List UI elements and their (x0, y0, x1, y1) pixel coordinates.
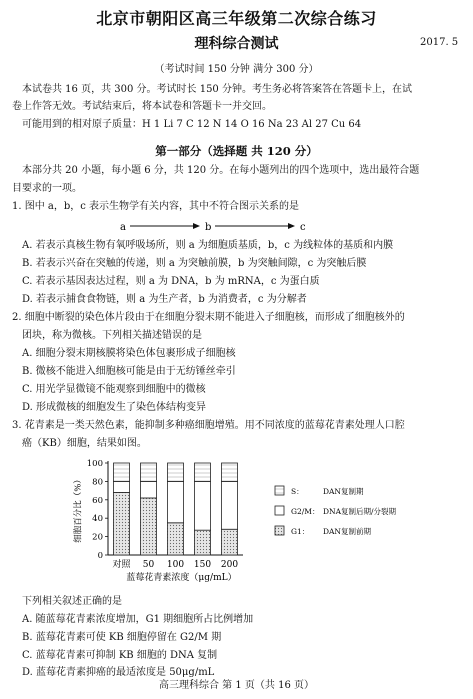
y-axis-label: 细胞百分比（%） (73, 475, 84, 543)
y-tick-label: 80 (92, 477, 103, 488)
y-tick-label: 100 (86, 459, 103, 469)
bar-segment-s (168, 463, 184, 481)
legend-series-name: S： (291, 487, 304, 496)
y-tick-label: 40 (92, 514, 103, 525)
paper-subtitle: 理科综合测试 (194, 36, 279, 52)
intro-line-2: 卷上作答无效。考试结束后，将本试卷和答题卡一并交回。 (12, 101, 272, 112)
x-tick-label: 50 (142, 560, 155, 570)
x-tick-label: 100 (166, 560, 185, 570)
q3-option-d: D. 蓝莓花青素抑癌的最适浓度是 50μg/mL (22, 667, 215, 678)
q1-diagram-c: c (300, 222, 306, 233)
q2-option-c: C. 用光学显微镜不能观察到细胞中的微核 (22, 384, 206, 395)
q2-option-b: B. 微核不能进入细胞核可能是由于无纺锤丝牵引 (22, 366, 236, 377)
bar-segment-g2m (222, 481, 238, 529)
q1-diagram-b: b (205, 222, 212, 233)
q3-question: 下列相关叙述正确的是 (22, 596, 122, 607)
q3-option-c: C. 蓝莓花青素可抑制 KB 细胞的 DNA 复制 (22, 650, 218, 661)
y-tick-label: 0 (97, 551, 103, 561)
q1-arrow-1-head (193, 223, 200, 229)
legend-swatch (275, 526, 284, 535)
q1-option-a: A. 若表示真核生物有氧呼吸场所，则 a 为细胞质基质，b，c 为线粒体的基质和内膜 (22, 240, 394, 251)
x-tick-label: 对照 (112, 560, 131, 570)
x-tick-label: 150 (193, 560, 212, 570)
q1-diagram-a: a (120, 222, 126, 233)
q1-stem: 1. 图中 a，b，c 表示生物学有关内容，其中不符合图示关系的是 (12, 201, 300, 212)
q2-stem-2: 团块，称为微核。下列相关描述错误的是 (22, 330, 202, 341)
q3-stem-2: 癌（KB）细胞，结果如图。 (22, 438, 147, 449)
x-tick-label: 200 (220, 560, 239, 570)
legend-swatch (275, 506, 284, 515)
q3-stem-1: 3. 花青素是一类天然色素，能抑制多种癌细胞增殖。用不同浓度的蓝莓花青素处理人口腔 (12, 420, 405, 431)
q2-option-d: D. 形成微核的细胞发生了染色体结构变异 (22, 402, 207, 413)
legend-swatch (275, 486, 284, 495)
q2-option-a: A. 细胞分裂末期核膜将染色体包裹形成子细胞核 (22, 348, 236, 359)
legend-series-name: G1： (291, 527, 310, 536)
q1-option-c: C. 若表示基因表达过程，则 a 为 DNA，b 为 mRNA，c 为蛋白质 (22, 276, 320, 287)
bar-segment-g2m (141, 481, 157, 498)
legend-series-desc: DAN复制期 (323, 487, 364, 496)
bar-segment-g2m (168, 481, 184, 522)
q1-option-d: D. 若表示捕食食物链，则 a 为生产者，b 为消费者，c 为分解者 (22, 294, 307, 305)
atomic-masses: 可能用到的相对原子质量：H 1 Li 7 C 12 N 14 O 16 Na 23 Al 27 Cu 64 (22, 119, 362, 130)
page-title: 北京市朝阳区高三年级第二次综合练习 (96, 9, 377, 28)
legend-series-name: G2/M： (291, 507, 320, 516)
q1-arrow-2-head (288, 223, 295, 229)
bar-segment-g1 (141, 498, 157, 555)
bar-segment-g2m (195, 481, 211, 530)
legend-series-desc: DNA复制后期/分裂期 (323, 507, 397, 516)
q1-diagram (110, 215, 330, 237)
y-tick-label: 20 (92, 532, 103, 543)
bar-segment-s (141, 463, 157, 481)
q3-option-a: A. 随蓝莓花青素浓度增加，G1 期细胞所占比例增加 (22, 614, 254, 625)
x-axis-label: 蓝莓花青素浓度（μg/mL） (126, 573, 237, 583)
section-instructions-1: 本部分共 20 小题，每小题 6 分，共 120 分。在每小题列出的四个选项中，选出最符合题 (22, 165, 420, 176)
bar-segment-g1 (114, 492, 130, 555)
q2-stem-1: 2. 细胞中断裂的染色体片段由于在细胞分裂末期不能进入子细胞核，而形成了细胞核外的 (12, 312, 405, 323)
bar-segment-g1 (168, 523, 184, 555)
q3-option-b: B. 蓝莓花青素可使 KB 细胞停留在 G2/M 期 (22, 632, 222, 643)
intro-line-1: 本试卷共 16 页，共 300 分。考试时长 150 分钟。考生务必将答案答在答题卡上，在试 (22, 84, 412, 95)
y-tick-label: 60 (92, 495, 103, 506)
legend-series-desc: DAN复制前期 (323, 527, 371, 536)
bar-segment-g1 (195, 530, 211, 555)
exam-date: 2017. 5 (420, 37, 459, 48)
cell-cycle-chart (70, 455, 440, 590)
section-instructions-2: 目要求的一项。 (12, 183, 82, 194)
bar-segment-g1 (222, 529, 238, 555)
bar-segment-s (114, 463, 130, 481)
section-title: 第一部分（选择题 共 120 分） (155, 144, 318, 158)
bar-segment-s (222, 463, 238, 481)
exam-info: （考试时间 150 分钟 满分 300 分） (154, 64, 319, 75)
bar-segment-g2m (114, 481, 130, 492)
bar-segment-s (195, 463, 211, 481)
page-footer: 高三理科综合 第 1 页（共 16 页） (159, 680, 314, 691)
q1-option-b: B. 若表示兴奋在突触的传递，则 a 为突触前膜，b 为突触间隙，c 为突触后膜 (22, 258, 367, 269)
